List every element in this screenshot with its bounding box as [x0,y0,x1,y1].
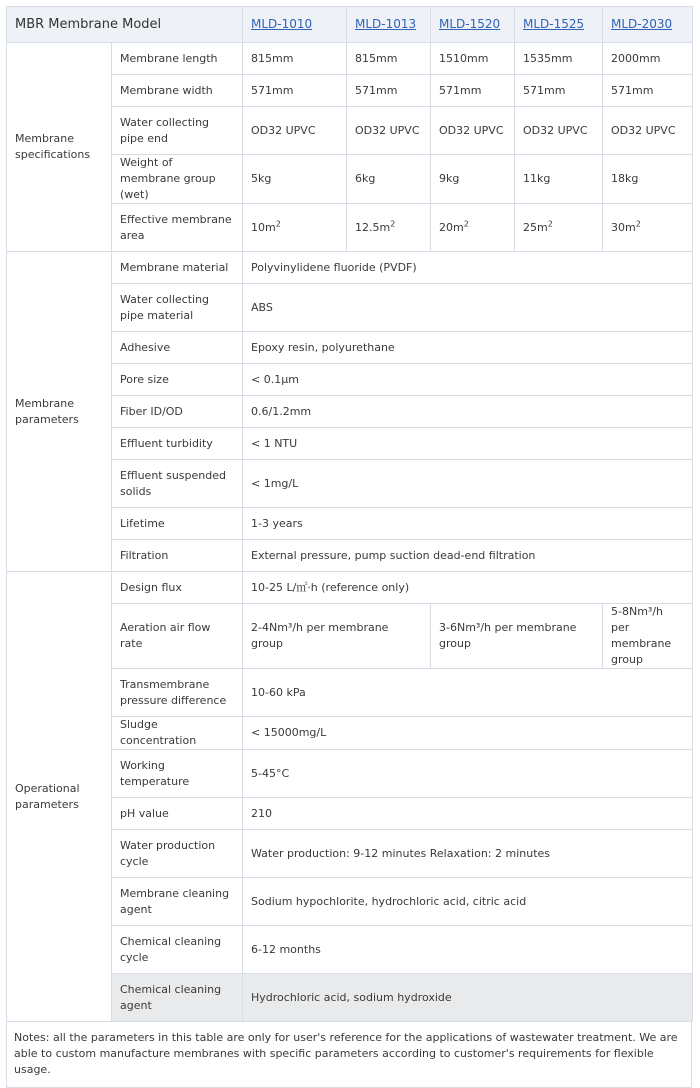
model-link-mld-1013[interactable]: MLD-1013 [355,17,417,31]
cell-value: 5kg [243,155,347,204]
row-label: Water production cycle [112,830,243,878]
model-header [603,7,693,43]
model-link-mld-1010[interactable]: MLD-1010 [251,17,313,31]
cell-value: OD32 UPVC [347,107,431,155]
row-label: Weight of membrane group (wet) [112,155,243,204]
cell-value: 1510mm [431,43,515,75]
row-label: Working temperature [112,750,243,798]
cell-value: 571mm [603,75,693,107]
area-value: 20m [439,220,464,234]
unit-superscript: 2 [275,218,281,228]
row-label: Water collecting pipe end [112,107,243,155]
group-membrane-parameters: Membrane parameters [7,252,112,572]
cell-value: 815mm [347,43,431,75]
cell-value: 0.6/1.2mm [243,396,693,428]
cell-value: 571mm [347,75,431,107]
cell-value: 1-3 years [243,508,693,540]
header-row [7,7,693,43]
area-value: 12.5m [355,220,391,234]
row-label: Pore size [112,364,243,396]
table-row [7,572,693,604]
spec-table [6,6,693,1022]
model-link-mld-2030[interactable]: MLD-2030 [611,17,673,31]
row-label: Fiber ID/OD [112,396,243,428]
row-label: Chemical cleaning cycle [112,926,243,974]
cell-value: Epoxy resin, polyurethane [243,332,693,364]
cell-value: Hydrochloric acid, sodium hydroxide [243,974,693,1022]
row-label: Effluent turbidity [112,428,243,460]
cell-value: 10-25 L/㎡·h (reference only) [243,572,693,604]
cell-value [347,204,431,252]
row-label: Membrane cleaning agent [112,878,243,926]
cell-value: 571mm [431,75,515,107]
cell-value: 815mm [243,43,347,75]
model-header [431,7,515,43]
cell-value: 2-4Nm³/h per membrane group [243,604,431,669]
cell-value: 2000mm [603,43,693,75]
cell-value: Sodium hypochlorite, hydrochloric acid, citric acid [243,878,693,926]
table-row [7,252,693,284]
model-link-mld-1520[interactable]: MLD-1520 [439,17,501,31]
model-header [347,7,431,43]
row-label: Aeration air flow rate [112,604,243,669]
unit-superscript: 2 [635,218,641,228]
row-label: Effective membrane area [112,204,243,252]
table-notes: Notes: all the parameters in this table are only for user's reference for the applications of wastewater treatment. We are able to custom manufacture membranes with specific parameters according to customer's requirements for flexible usage. [6,1022,692,1088]
cell-value: OD32 UPVC [431,107,515,155]
model-header [515,7,603,43]
row-label: Effluent suspended solids [112,460,243,508]
model-link-mld-1525[interactable]: MLD-1525 [523,17,585,31]
cell-value: 1535mm [515,43,603,75]
row-label: Water collecting pipe material [112,284,243,332]
table-title: MBR Membrane Model [7,7,243,43]
row-label: Transmembrane pressure difference [112,669,243,717]
table-row [7,43,693,75]
group-membrane-specifications: Membrane specifications [7,43,112,252]
area-value: 10m [251,220,276,234]
cell-value: 6kg [347,155,431,204]
cell-value: 6-12 months [243,926,693,974]
model-header [243,7,347,43]
cell-value: 5-45°C [243,750,693,798]
row-label: Membrane length [112,43,243,75]
row-label: Membrane width [112,75,243,107]
row-label: Filtration [112,540,243,572]
cell-value: < 0.1μm [243,364,693,396]
cell-value: ABS [243,284,693,332]
row-label: Membrane material [112,252,243,284]
area-value: 25m [523,220,548,234]
cell-value [243,204,347,252]
unit-superscript: 2 [547,218,553,228]
cell-value: 571mm [243,75,347,107]
unit-superscript: 2 [463,218,469,228]
group-operational-parameters: Operational parameters [7,572,112,1022]
cell-value: 9kg [431,155,515,204]
cell-value: Polyvinylidene fluoride (PVDF) [243,252,693,284]
cell-value: < 15000mg/L [243,717,693,750]
cell-value: OD32 UPVC [603,107,693,155]
row-label: Chemical cleaning agent [112,974,243,1022]
row-label: Design flux [112,572,243,604]
cell-value: 5-8Nm³/h per membrane group [603,604,693,669]
row-label: Lifetime [112,508,243,540]
cell-value: External pressure, pump suction dead-end filtration [243,540,693,572]
cell-value: 3-6Nm³/h per membrane group [431,604,603,669]
spec-table-container [6,6,692,1088]
cell-value: OD32 UPVC [243,107,347,155]
cell-value: 18kg [603,155,693,204]
cell-value: Water production: 9-12 minutes Relaxation: 2 minutes [243,830,693,878]
cell-value: 10-60 kPa [243,669,693,717]
unit-superscript: 2 [390,218,396,228]
area-value: 30m [611,220,636,234]
cell-value: 210 [243,798,693,830]
cell-value: < 1mg/L [243,460,693,508]
row-label: Adhesive [112,332,243,364]
cell-value: OD32 UPVC [515,107,603,155]
cell-value [431,204,515,252]
cell-value [603,204,693,252]
cell-value [515,204,603,252]
row-label: Sludge concentration [112,717,243,750]
row-label: pH value [112,798,243,830]
cell-value: 11kg [515,155,603,204]
cell-value: 571mm [515,75,603,107]
cell-value: < 1 NTU [243,428,693,460]
